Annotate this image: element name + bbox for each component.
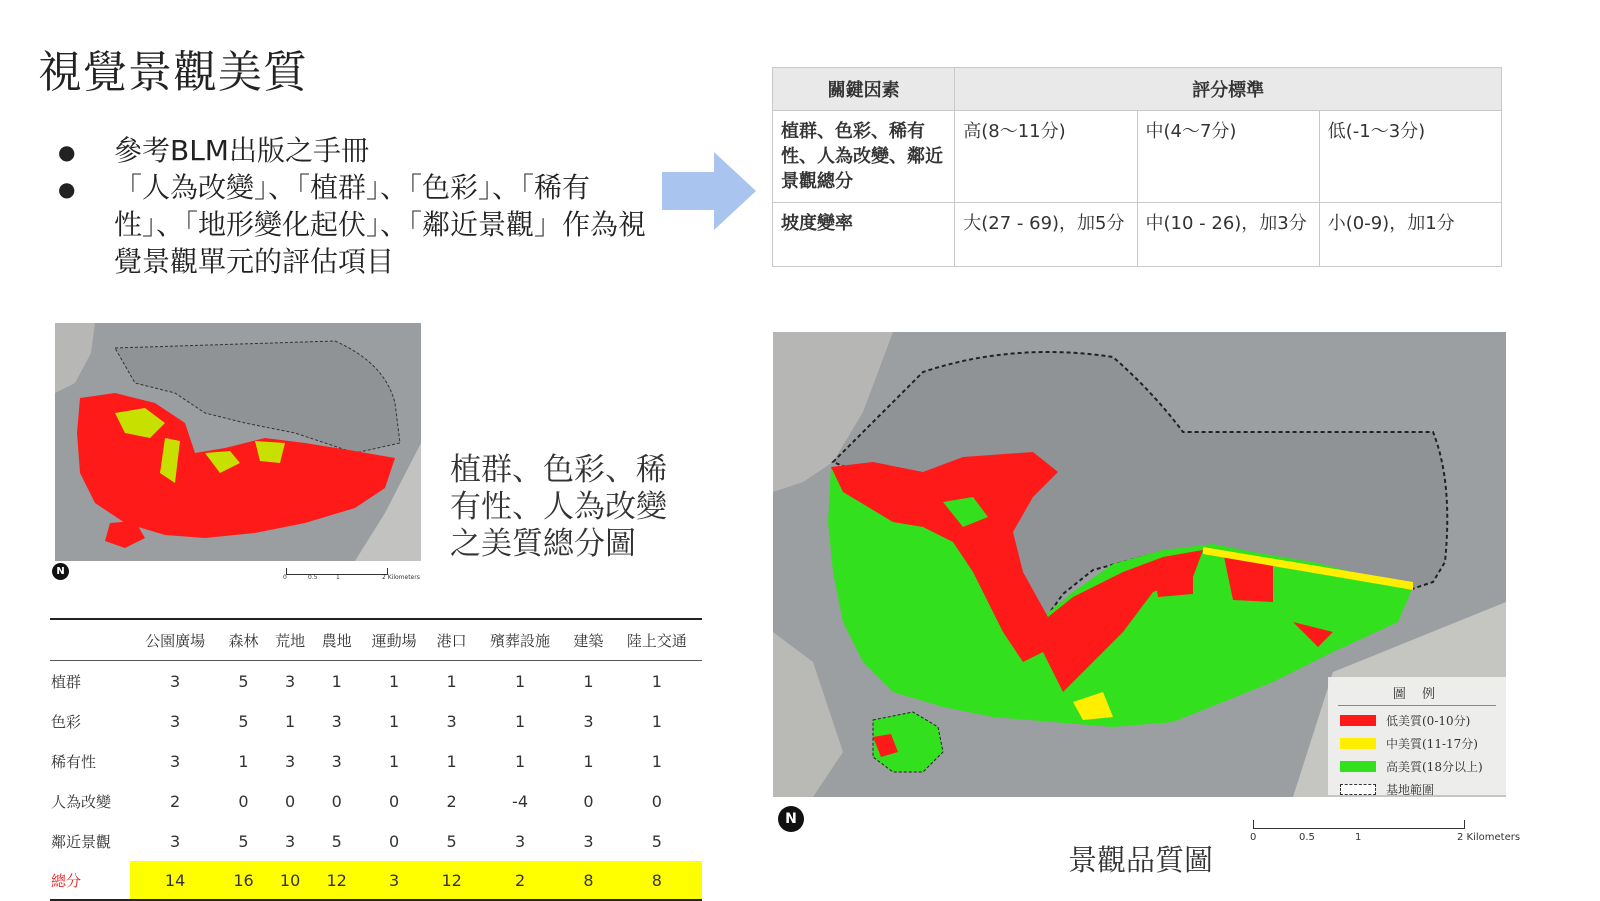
criteria-cell: 小(0-9)，加1分	[1319, 203, 1501, 267]
legend-label: 高美質(18分以上)	[1386, 760, 1483, 774]
score-cell: 1	[651, 711, 662, 731]
table-row	[50, 661, 702, 702]
legend-title: 圖 例	[1338, 683, 1496, 706]
score-cell: 3	[284, 831, 296, 851]
legend-swatch	[1340, 784, 1376, 795]
bullet-list	[58, 132, 658, 280]
legend-label: 低美質(0-10分)	[1386, 714, 1471, 728]
total-cell: 8	[565, 861, 612, 900]
score-header: 港口	[428, 619, 475, 661]
score-cell: 1	[389, 711, 400, 731]
legend-label: 中美質(11-17分)	[1386, 737, 1478, 751]
total-cell: 16	[220, 861, 267, 900]
total-row	[50, 861, 702, 900]
small-map-caption: 植群、色彩、稀有性、人為改變之美質總分圖	[450, 452, 667, 562]
score-cell: 3	[170, 751, 181, 771]
row-label: 植群	[51, 672, 82, 691]
score-cell: 5	[446, 831, 457, 851]
score-cell: 1	[651, 751, 662, 771]
score-table	[50, 618, 702, 901]
score-header: 公園廣場	[130, 619, 220, 661]
total-cell: 8	[612, 861, 702, 900]
total-cell: 12	[313, 861, 360, 900]
table-row	[50, 701, 702, 741]
score-header: 森林	[220, 619, 267, 661]
score-cell: 0	[651, 791, 662, 811]
score-header: 荒地	[267, 619, 314, 661]
scale-label: 0.5	[308, 574, 318, 581]
criteria-header-key: 關鍵因素	[773, 68, 955, 111]
scale-label: 2 Kilometers	[382, 574, 420, 581]
score-cell: 0	[389, 791, 400, 811]
score-cell: 3	[331, 751, 342, 771]
north-arrow-icon: N	[52, 563, 69, 580]
score-header-corner	[50, 619, 130, 661]
total-cell: 10	[267, 861, 314, 900]
bullet-item: ● 參考BLM出版之手冊	[58, 132, 658, 169]
score-cell: 1	[284, 711, 296, 731]
score-cell: 3	[583, 711, 594, 731]
row-label: 稀有性	[51, 752, 97, 771]
big-map-caption: 景觀品質圖	[1068, 843, 1214, 877]
score-cell: 3	[583, 831, 594, 851]
score-cell: 3	[170, 711, 181, 731]
total-cell: 3	[360, 861, 428, 900]
score-cell: 1	[583, 751, 594, 771]
scale-label: 2 Kilometers	[1457, 832, 1521, 843]
score-cell: 3	[284, 751, 296, 771]
score-cell: 5	[238, 711, 249, 731]
score-cell: 5	[651, 831, 662, 851]
legend-label: 基地範圍	[1386, 783, 1435, 797]
score-cell: 0	[389, 831, 400, 851]
legend-swatch	[1340, 738, 1376, 749]
score-cell: 2	[446, 791, 457, 811]
bullet-item: ● 「人為改變」、「植群」、「色彩」、「稀有性」、「地形變化起伏」、「鄰近景觀」作為視覺景觀單元的評估項目	[58, 169, 658, 280]
criteria-key: 坡度變率	[773, 203, 955, 267]
criteria-cell: 大(27 - 69)，加5分	[955, 203, 1137, 267]
row-label: 總分	[50, 861, 130, 900]
score-header: 陸上交通	[612, 619, 702, 661]
score-cell: 1	[514, 671, 526, 691]
score-cell: 1	[331, 671, 342, 691]
score-cell: 3	[170, 671, 181, 691]
scale-label: 0	[283, 574, 287, 581]
score-header: 建築	[565, 619, 612, 661]
page-title: 視覺景觀美質	[38, 47, 308, 98]
score-cell: -4	[512, 791, 528, 811]
criteria-header-standard: 評分標準	[955, 68, 1502, 111]
criteria-cell: 低(-1～3分)	[1319, 111, 1501, 203]
score-cell: 1	[583, 671, 594, 691]
criteria-cell: 中(4～7分)	[1137, 111, 1319, 203]
score-cell: 3	[170, 831, 181, 851]
table-row	[50, 821, 702, 861]
arrow-right-icon	[662, 152, 756, 230]
score-cell: 1	[389, 671, 400, 691]
map-legend	[1328, 677, 1506, 795]
small-quality-map	[55, 323, 421, 561]
scale-label: 0.5	[1299, 832, 1315, 843]
score-cell: 5	[238, 831, 249, 851]
score-cell: 1	[446, 751, 457, 771]
north-arrow-icon: N	[778, 806, 804, 832]
score-cell: 2	[170, 791, 181, 811]
score-cell: 0	[238, 791, 249, 811]
criteria-table	[772, 67, 1502, 267]
score-cell: 1	[389, 751, 400, 771]
scale-label: 1	[336, 574, 340, 581]
legend-swatch	[1340, 761, 1376, 772]
score-cell: 3	[514, 831, 526, 851]
total-cell: 14	[130, 861, 220, 900]
score-cell: 1	[446, 671, 457, 691]
total-cell: 2	[475, 861, 565, 900]
score-header: 運動場	[360, 619, 428, 661]
score-cell: 3	[331, 711, 342, 731]
scale-label: 0	[1250, 832, 1257, 843]
row-label: 鄰近景觀	[51, 832, 112, 851]
score-header: 農地	[313, 619, 360, 661]
criteria-cell: 中(10 - 26)，加3分	[1137, 203, 1319, 267]
score-cell: 0	[583, 791, 594, 811]
score-cell: 1	[651, 671, 662, 691]
score-cell: 1	[514, 711, 526, 731]
score-cell: 5	[331, 831, 342, 851]
table-row	[50, 741, 702, 781]
score-cell: 3	[446, 711, 457, 731]
scale-label: 1	[1355, 832, 1362, 843]
total-cell: 12	[428, 861, 475, 900]
landscape-quality-map	[773, 332, 1506, 797]
table-row	[50, 781, 702, 821]
score-cell: 0	[331, 791, 342, 811]
score-cell: 3	[284, 671, 296, 691]
row-label: 色彩	[51, 712, 82, 731]
score-header: 殯葬設施	[475, 619, 565, 661]
row-label: 人為改變	[51, 792, 112, 811]
score-cell: 0	[284, 791, 296, 811]
legend-swatch	[1340, 715, 1376, 726]
score-cell: 5	[238, 671, 249, 691]
criteria-key: 植群、色彩、稀有性、人為改變、鄰近景觀總分	[773, 111, 955, 203]
score-cell: 1	[238, 751, 249, 771]
criteria-cell: 高(8～11分)	[955, 111, 1137, 203]
score-cell: 1	[514, 751, 526, 771]
